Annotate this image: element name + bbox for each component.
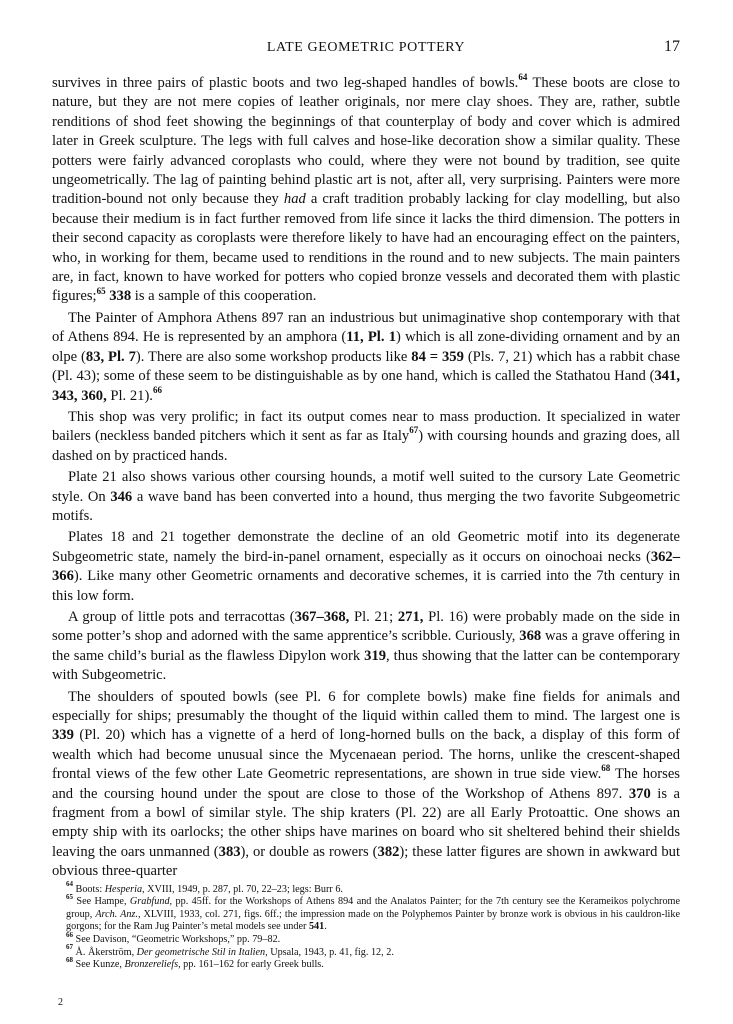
bold-catalogue-ref: 346 bbox=[110, 488, 133, 505]
italic-text: Arch. Anz., bbox=[95, 908, 141, 920]
italic-text: Grabfund, bbox=[129, 896, 173, 908]
paragraph: The shoulders of spouted bowls (see Pl. 6 for complete bowls) make fine fields for animals and especially for ships; presumably the thought of the liquid within called them to mind. The largest one is 339 (Pl. 20) which has a vignette of a herd of long-horned bulls on the back, a display of this form of wealth which had become unusual since the Mycenaean period. The horns, unlike the crescent-shaped frontal views of the few other Late Geometric representations, are shown in true side view.$^{68}$ The horses and the coursing hound under the spout are close to those of the Workshop of Athens 897. 370 is a fragment from a bowl of similar style. The ship kraters (Pl. 22) are all Early Protoattic. One shows an empty ship with its oarlocks; the other ships have marines on board who sit sheltered behind their shields leaving the oars unmanned (383), or double as rowers (382); these latter figures are shown in awkward but obvious three-quarter bbox=[52, 688, 681, 880]
body-text bbox=[52, 74, 680, 882]
footnote-ref: 66 bbox=[66, 930, 73, 939]
paragraph: A group of little pots and terracottas (367–368, Pl. 21; 271, Pl. 16) were probably made on the side in some potter’s shop and adorned with the same apprentice’s scribble. Curiously, 368 was a grave offering in the same child’s burial as the flawless Dipylon work 319, thus showing that the latter can be contemporary with Subgeometric. bbox=[52, 608, 680, 684]
signature-mark: 2 bbox=[58, 997, 63, 1008]
running-header bbox=[52, 38, 680, 60]
bold-catalogue-ref: 341, 343, 360, bbox=[52, 368, 680, 404]
footnote-ref: 68 bbox=[601, 763, 611, 774]
footnote-ref: 65 bbox=[96, 285, 106, 296]
paragraph: This shop was very prolific; in fact its output comes near to mass production. It specialized in water bailers (neckless banded pitchers which it sent as far as Italy$^{67}$) with coursing hounds and grazing does, all dashed on by practiced hands. bbox=[52, 408, 681, 464]
running-title: LATE GEOMETRIC POTTERY bbox=[266, 40, 466, 55]
footnote: $^{67}$ Å. Åkerström, Der geometrische Stil in Italien, Upsala, 1943, p. 41, fig. 12, 2. bbox=[66, 943, 394, 958]
bold-catalogue-ref: 383 bbox=[218, 843, 241, 860]
italic-text: Der geometrische Stil in Italien, bbox=[136, 946, 268, 958]
footnote-ref: 67 bbox=[66, 943, 73, 952]
bold-catalogue-ref: 11, Pl. 1 bbox=[346, 329, 397, 346]
bold-catalogue-ref: 541 bbox=[308, 921, 325, 933]
footnote-ref: 64 bbox=[518, 72, 528, 83]
bold-catalogue-ref: 84 = 359 bbox=[411, 348, 464, 365]
paragraph: The Painter of Amphora Athens 897 ran an industrious but unimaginative shop contemporary with that of Athens 894. He is represented by an amphora (11, Pl. 1) which is all zone-dividing ornament and by an olpe (83, Pl. 7). There are also some workshop products like 84 = 359 (Pls. 7, 21) which has a rabbit chase (Pl. 43); some of these seem to be distinguishable as by one hand, which is called the Stathatou Hand (341, 343, 360, Pl. 21).$^{66}$ bbox=[52, 309, 681, 404]
footnote: $^{64}$ Boots: Hesperia, XVIII, 1949, p. 287, pl. 70, 22–23; legs: Burr 6. bbox=[66, 880, 343, 895]
footnote-ref: 66 bbox=[152, 384, 162, 395]
footnote: $^{68}$ See Kunze, Bronzereliefs, pp. 161–162 for early Greek bulls. bbox=[66, 955, 324, 971]
footnote-ref: 64 bbox=[66, 880, 73, 889]
footnote-ref: 68 bbox=[66, 955, 73, 964]
italic-text: had bbox=[283, 191, 306, 208]
footnote: $^{66}$ See Davison, “Geometric Workshops,” pp. 79–82. bbox=[66, 930, 281, 946]
bold-catalogue-ref: 338 bbox=[109, 288, 132, 305]
paragraph: Plate 21 also shows various other coursing hounds, a motif well suited to the cursory Late Geometric style. On 346 a wave band has been converted into a hound, thus merging the two favorite Subgeometric motifs. bbox=[52, 469, 680, 524]
bold-catalogue-ref: 367–368, bbox=[294, 608, 350, 625]
page bbox=[52, 38, 680, 972]
bold-catalogue-ref: 339 bbox=[52, 727, 74, 744]
bold-catalogue-ref: 368 bbox=[519, 628, 542, 645]
footnote-ref: 67 bbox=[409, 425, 419, 436]
bold-catalogue-ref: 83, Pl. 7 bbox=[85, 348, 136, 365]
bold-catalogue-ref: 319 bbox=[364, 647, 387, 664]
paragraph: Plates 18 and 21 together demonstrate the decline of an old Geometric motif into its degenerate Subgeometric state, namely the bird-in-panel ornament, especially as it occurs on oinochoai necks (362–366). Like many other Geometric ornaments and decorative schemes, it is carried into the 7th century in this low form. bbox=[52, 529, 680, 604]
italic-text: Bronzereliefs, bbox=[124, 959, 181, 971]
bold-catalogue-ref: 362–366 bbox=[52, 548, 680, 585]
footnote-ref: 65 bbox=[66, 892, 73, 901]
bold-catalogue-ref: 382 bbox=[377, 843, 400, 860]
footnote: $^{65}$ See Hampe, Grabfund, pp. 45ff. for the Workshops of Athens 894 and the Analatos Painter; for the 7th century see the Kerameikos polychrome group, Arch. Anz., XLVIII, 1933, col. 271, figs. 6ff.; the impression made on the Polyphemos Painter by bronze work is obvious in his cauldron-like gorgons; for the Ram Jug Painter’s metal models see under 541. bbox=[66, 892, 680, 933]
page-number: 17 bbox=[664, 38, 680, 55]
footnotes bbox=[52, 880, 680, 972]
bold-catalogue-ref: 271, bbox=[397, 608, 424, 625]
italic-text: Hesperia, bbox=[104, 883, 145, 895]
bold-catalogue-ref: 370 bbox=[628, 785, 651, 802]
paragraph: survives in three pairs of plastic boots and two leg-shaped handles of bowls.$^{64}$ These boots are close to nature, but they are not mere copies of leather originals, nor mere clay shoes. They are, rather, subtle renditions of shod feet showing the beginnings of that counterplay of body and cover which is admired later in Greek sculpture. The legs with full calves and hose-like decoration show a similar quality. These potters were fairly advanced coroplasts who could, where they were not bound by tradition, see quite ungeometrically. The lag of painting behind plastic art is not, after all, very surprising. Painters were more tradition-bound not only because they had a craft tradition probably lacking for clay modelling, but also because their medium is in fact further removed from life since it lacks the third dimension. The potters in their second capacity as coroplasts were therefore likely to have had an encouraging effect on the painters, who, in working for them, became used to renditions in the round and to new subjects. The main painters are, in fact, known to have worked for potters who copied bronze vessels and decorated them with plastic figures;$^{65}$ 338 is a sample of this cooperation. bbox=[52, 72, 681, 305]
